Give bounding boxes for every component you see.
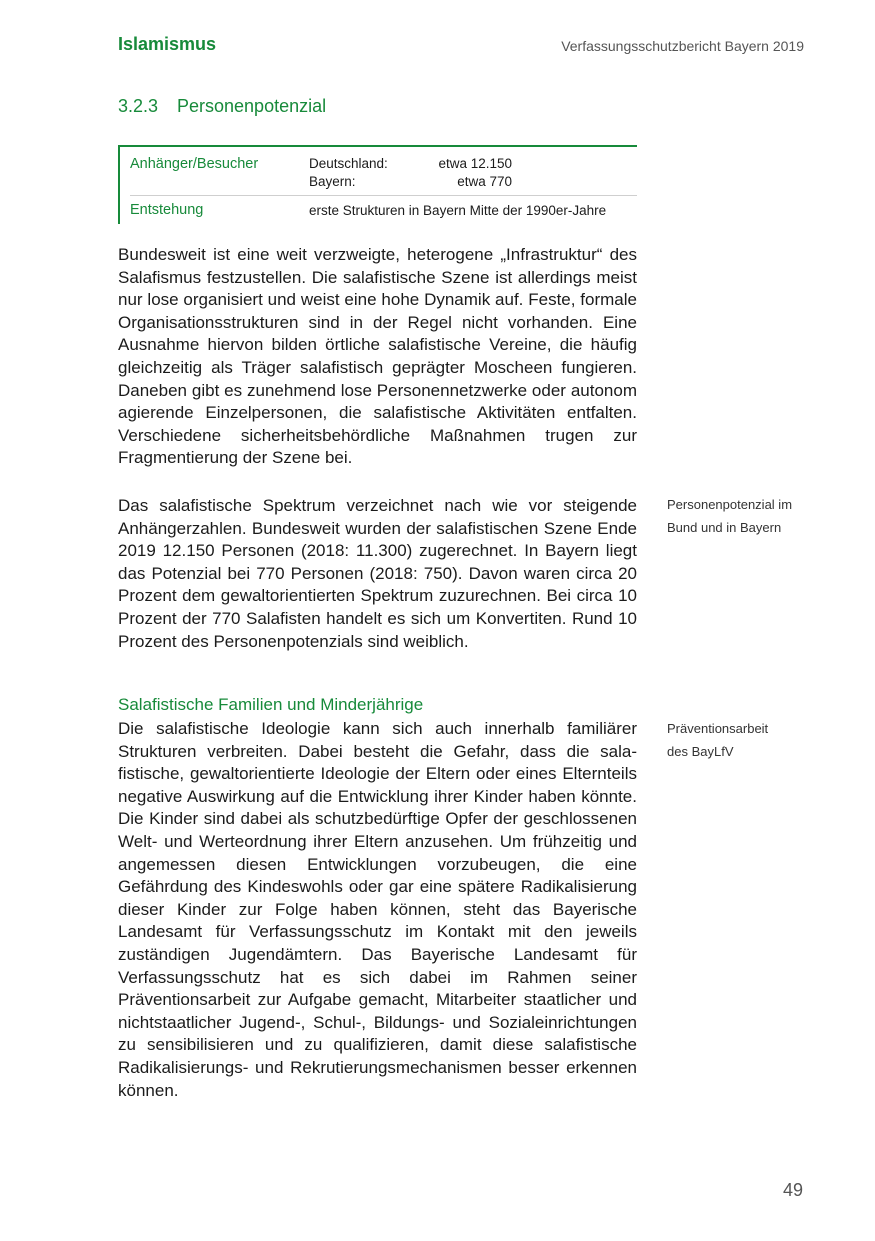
running-header-section: Islamismus <box>118 34 217 54</box>
fact-box <box>118 145 637 224</box>
fact-value-germany: etwa 12.150 <box>438 156 512 171</box>
section-number: 3.2.3 <box>118 96 159 116</box>
fact-value-bavaria: etwa 770 <box>457 174 512 189</box>
margin-note-prevention: Präventionsarbeit des BayLfV <box>667 721 769 759</box>
page-number: 49 <box>782 1180 803 1200</box>
fact-label-origin: Entstehung <box>130 202 204 218</box>
margin-note-potential: Personenpotenzial im Bund und in Bayern <box>667 497 793 535</box>
fact-label-followers: Anhänger/Besucher <box>130 156 259 172</box>
fact-separator <box>130 195 637 196</box>
fact-row-followers <box>120 147 637 197</box>
paragraph-infrastructure: Bundesweit ist eine weit verzweigte, heterogene „Infrastruktur“ des Salafismus festzustellen. Die salafistische Szene ist allerdings meist nur lose organisiert und weist eine hohe Dynamik auf. Feste, formale Organisationsstrukturen sind in der Regel nicht vorhanden. Eine Ausnahme hiervon bilden örtliche salafistische Vereine, die häufig gleichzeitig als Träger salafistisch geprägter Moscheen fungieren. Daneben gibt es zunehmend lose Personennetzwerke oder autonom agierende Einzelpersonen, die salafistische Aktivitäten entfalten. Verschiedene sicherheitsbehördliche Maßnahmen trugen zur Fragmentierung der Szene bei. <box>118 245 637 468</box>
fact-text-origin: erste Strukturen in Bayern Mitte der 1990er-Jahre <box>309 203 607 218</box>
paragraph-families: Die salafistische Ideologie kann sich auch innerhalb familiärer Strukturen verbreiten. Dabei besteht die Gefahr, dass die salafistische, gewaltorientierte Ideologie der Eltern oder eines Elternteils negative Auswirkung auf die Entwicklung ihrer Kinder haben könnte. Die Kinder sind dabei als schutzbedürftige Opfer der geschlossenen Welt- und Werteordnung ihrer Eltern anzusehen. Um frühzeitig und angemessen diesen Entwicklungen vorzubeugen, die eine Gefährdung des Kindeswohls oder gar eine spätere Radikalisierung dieser Kinder zur Folge haben können, steht das Bayerische Landesamt für Verfassungsschutz im Kontakt mit den jeweils zuständigen Jugendämtern. Das Bayerische Landesamt für Verfassungsschutz hat es sich dabei im Rahmen seiner Präventionsarbeit zur Aufgabe gemacht, Mitarbeiter staatlicher und nichtstaatlicher Jugend-, Schul-, Bildungs- und Sozialeinrichtungen zu sensibilisieren und zu qualifizieren, damit diese salafistische Radikalisierungs- und Rekrutierungsmechanismen besser erkennen können. <box>118 719 637 1100</box>
fact-region-bavaria: Bayern: <box>309 174 356 189</box>
section-heading <box>118 96 326 117</box>
subheading-families: Salafistische Familien und Minderjährige <box>118 695 424 714</box>
section-title: Personenpotenzial <box>177 96 327 116</box>
running-header-publication: Verfassungsschutzbericht Bayern 2019 <box>561 38 804 54</box>
paragraph-spectrum: Das salafistische Spektrum verzeichnet nach wie vor steigende Anhängerzahlen. Bundesweit wurden der salafistischen Szene Ende 2019 12.150 Personen (2018: 11.300) zugerechnet. In Bayern liegt das Potenzial bei 770 Personen (2018: 750). Davon waren circa 20 Prozent dem gewaltorientierten Spektrum zuzurechnen. Bei circa 10 Prozent der 770 Salafisten handelt es sich um Konvertiten. Rund 10 Prozent des Personenpotenzials sind weiblich. <box>118 496 637 651</box>
fact-row-origin <box>120 197 637 224</box>
fact-region-germany: Deutschland: <box>309 156 388 171</box>
